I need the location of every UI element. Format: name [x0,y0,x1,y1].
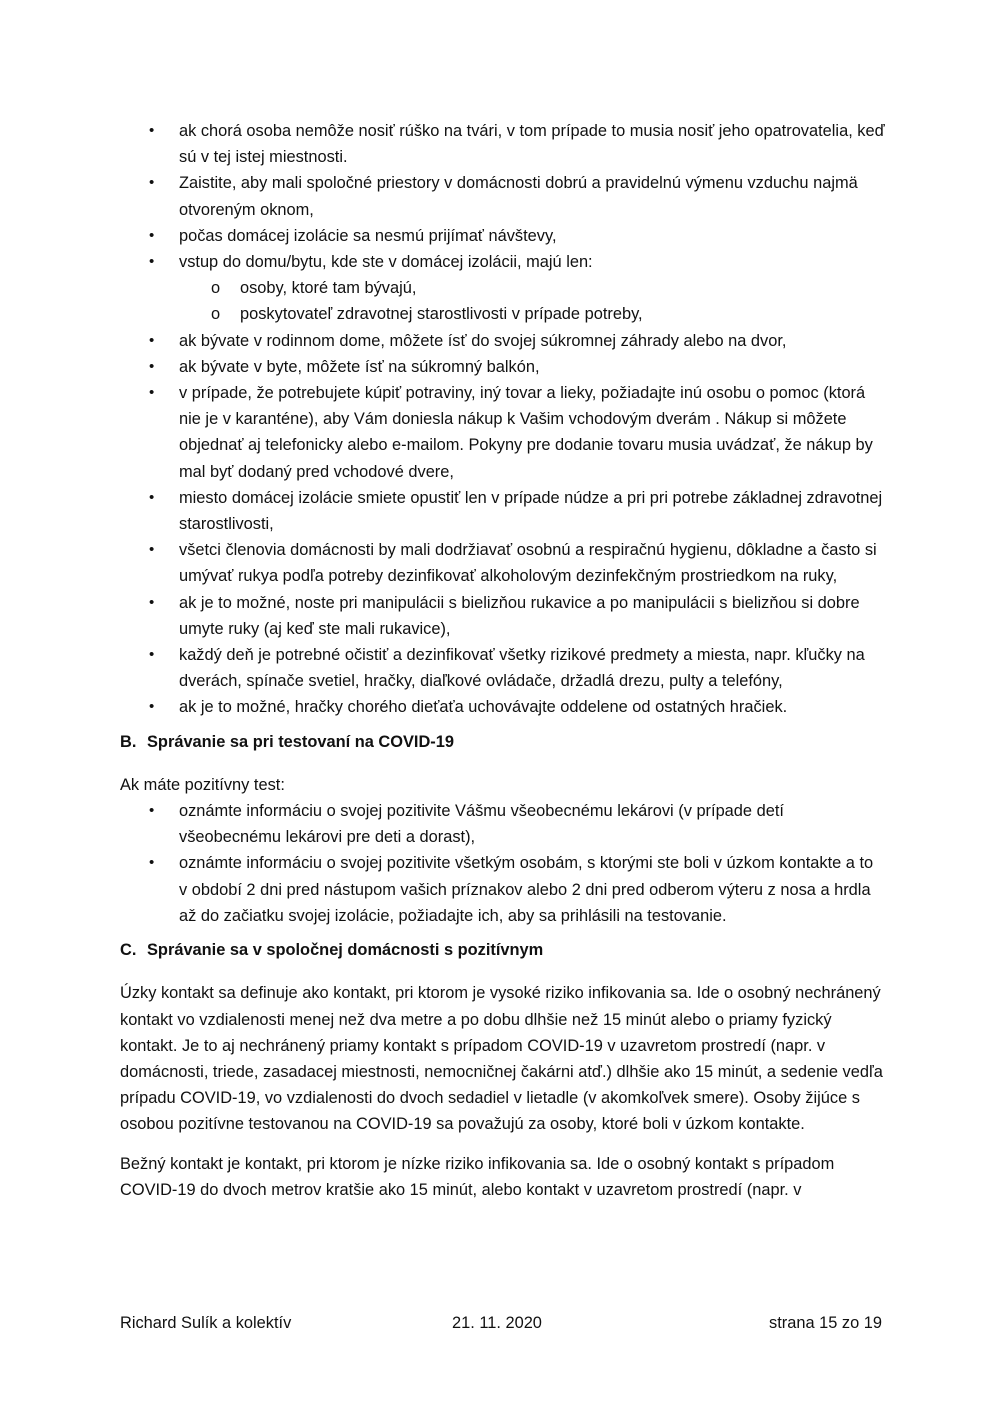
sub-marker: o [211,279,221,298]
bullet-marker: • [149,357,155,375]
list-item-text: ak bývate v byte, môžete ísť na súkromný balkón, [179,357,540,376]
bullet-marker: • [149,488,155,506]
list-item [120,694,885,720]
sub-list-item [179,275,885,301]
list-item-text: Zaistite, aby mali spoločné priestory v domácnosti dobrú a pravidelnú výmenu vzduchu najmä otvoreným oknom, [179,174,858,219]
section-c-heading [120,937,885,963]
list-item [120,380,885,485]
list-item-text: ak je to možné, hračky chorého dieťaťa uchovávajte oddelene od ostatných hračiek. [179,698,788,717]
section-c-paragraph-common-contact: Bežný kontakt je kontakt, pri ktorom je nízke riziko infikovania sa. Ide o osobný kontakt s prípadom COVID-19 do dvoch metrov kratšie ako 15 minút, alebo kontakt v uzavretom prostredí (napr. v [120,1154,835,1199]
sub-item-text: osoby, ktoré tam bývajú, [240,279,417,298]
section-b-title: Správanie sa pri testovaní na COVID-19 [147,732,454,751]
bullet-marker: • [149,541,155,559]
section-c-title: Správanie sa v spoločnej domácnosti s pozitívnym [147,941,544,960]
section-c-letter: C. [120,941,137,960]
section-c-paragraph-close-contact: Úzky kontakt sa definuje ako kontakt, pri ktorom je vysoké riziko infikovania sa. Ide o osobný nechránený kontakt vo vzdialenosti menej než dva metre a po dobu dlhšie než 15 minút alebo o priamy fyzický kontakt. Je to aj nechránený priamy kontakt s prípadom COVID-19 v uzavretom prostredí (napr. v domácnosti, triede, zasadacej miestnosti, nemocničnej čakárni atď.) dlhšie ako 15 minút, a sedenie vedľa prípadu COVID-19, vo vzdialenosti do dvoch sedadiel v lietadle (v akomkoľvek smere). Osoby žijúce s osobou pozitívne testovanou na COVID-19 sa považujú za osoby, ktoré boli v úzkom kontakte. [120,984,883,1134]
list-item-text: vstup do domu/bytu, kde ste v domácej izolácii, majú len: [179,253,593,272]
section-b-heading [120,729,885,755]
list-item [120,223,885,249]
list-item [120,850,885,929]
list-item-text: ak bývate v rodinnom dome, môžete ísť do svojej súkromnej záhrady alebo na dvor, [179,331,787,350]
list-item-text: v prípade, že potrebujete kúpiť potraviny, iný tovar a lieky, požiadajte inú osobu o pomoc (ktorá nie je v karanténe), aby Vám doniesla nákup k Vašim vchodovým dverám . Nákup si môžete objednať aj telefonicky alebo e-mailom. Pokyny pre dodanie tovaru musia uvádzať, že nákup by mal byť dodaný pred vchodové dvere, [179,384,873,481]
bullet-marker: • [149,331,155,349]
list-item-text: každý deň je potrebné očistiť a dezinfikovať všetky rizikové predmety a miesta, napr. kľučky na dverách, spínače svetiel, hračky, diaľkové ovládače, držadlá drezu, pulty a telefóny, [179,646,865,691]
list-item [120,328,885,354]
bullet-list-top [120,118,885,721]
bullet-marker: • [149,698,155,716]
bullet-marker: • [149,593,155,611]
list-item-text: oznámte informáciu o svojej pozitivite všetkým osobám, s ktorými ste boli v úzkom kontakte a to v období 2 dni pred nástupom vašich príznakov alebo 2 dni pred odberom výteru z nosa a hrdla až do začiatku svojej izolácie, požiadajte ich, aby sa prihlásili na testovanie. [179,854,874,925]
list-item [120,170,885,222]
list-item-text: ak chorá osoba nemôže nosiť rúško na tvári, v tom prípade to musia nosiť jeho opatrovatelia, keď sú v tej istej miestnosti. [179,122,885,167]
bullet-marker: • [149,802,155,820]
list-item-text: ak je to možné, noste pri manipulácii s bielizňou rukavice a po manipulácii s bielizňou si dobre umyte ruky (aj keď ste mali rukavice), [179,593,860,638]
list-item-text: miesto domácej izolácie smiete opustiť len v prípade núdze a pri pri potrebe základnej zdravotnej starostlivosti, [179,488,883,534]
footer-author: Richard Sulík a kolektív [120,1314,292,1332]
list-item-text: oznámte informáciu o svojej pozitivite Vášmu všeobecnému lekárovi (v prípade detí všeobecnému lekárovi pre deti a dorast), [179,802,784,847]
section-b-letter: B. [120,732,137,751]
bullet-marker: • [149,122,155,139]
bullet-marker: • [149,226,155,244]
list-item [120,642,885,694]
sub-item-text: poskytovateľ zdravotnej starostlivosti v prípade potreby, [240,305,643,324]
list-item [120,485,885,537]
footer-date: 21. 11. 2020 [452,1314,542,1332]
list-item [120,537,885,589]
sub-marker: o [211,305,221,324]
list-item [120,590,885,642]
sub-list [179,275,885,327]
list-item [120,354,885,380]
list-item [120,249,885,328]
list-item [120,118,885,170]
section-b-intro: Ak máte pozitívny test: [120,775,285,794]
bullet-marker: • [149,854,155,872]
list-item [120,798,885,850]
bullet-marker: • [149,384,155,402]
section-b-bullet-list [120,798,885,929]
page-content [120,118,885,1203]
bullet-marker: • [149,253,155,271]
list-item-text: všetci členovia domácnosti by mali dodržiavať osobnú a respiračnú hygienu, dôkladne a často si umývať rukya podľa potreby dezinfikovať alkoholovým dezinfekčným prostriedkom na ruky, [179,541,877,586]
list-item-text: počas domácej izolácie sa nesmú prijímať návštevy, [179,226,557,245]
bullet-marker: • [149,174,155,192]
bullet-marker: • [149,646,155,664]
footer-page-number: strana 15 zo 19 [769,1314,882,1332]
sub-list-item [179,301,885,327]
